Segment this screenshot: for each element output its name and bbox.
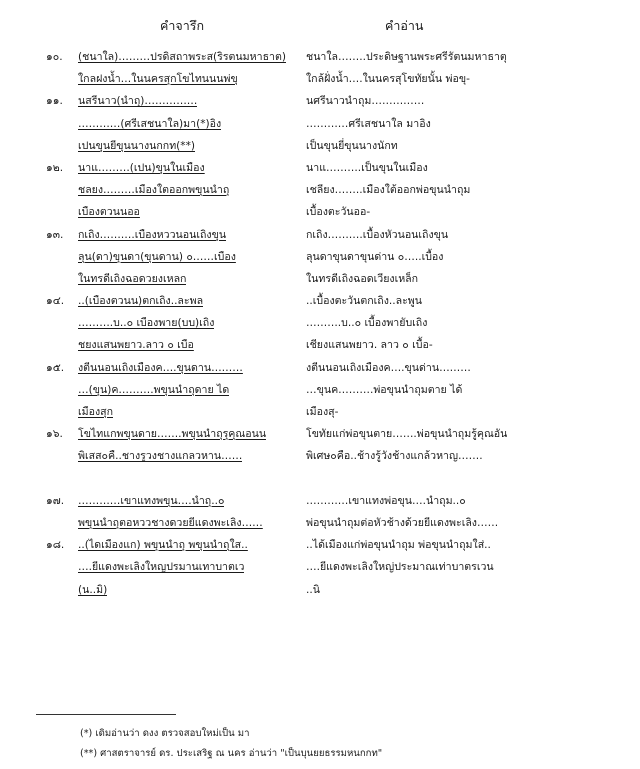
reading-text: …………เขาแทงพ่อขุน….นำถุม..๐	[306, 494, 466, 507]
entry-line	[0, 556, 640, 578]
entry	[0, 224, 640, 291]
reading-text: ในทรดีเถิงฉอดเวียงเหล็ก	[306, 272, 419, 285]
entry-line	[0, 268, 640, 290]
entry-line	[0, 157, 640, 179]
entry-line	[0, 490, 640, 512]
entry-line	[0, 224, 640, 246]
inscription-text: …………เขาแทงพขุน….นำถุ..๐	[78, 494, 225, 507]
inscription-text: งตีนนอนเถิงเมืองค….ขุนดาน………	[78, 361, 243, 374]
entry-line	[0, 290, 640, 312]
line-number: ๑๘.	[46, 539, 65, 552]
inscription-text: นาแ………(เปน)ขุนในเมือง	[78, 161, 205, 174]
entry	[0, 90, 640, 157]
reading-text: งตีนนอนเถิงเมืองค….ขุนด่าน………	[306, 361, 471, 374]
reading-text: ..ได้เมืองแก่พ่อขุนนำถุม พ่อขุนนำถุมใส่..	[306, 539, 491, 552]
reading-text: เชียงแสนพยาว. ลาว ๐ เบื้อ-	[306, 339, 433, 352]
entry-line	[0, 379, 640, 401]
reading-text: ลุนดาขุนดาขุนด่าน ๐…..เบื้อง	[306, 250, 444, 263]
entry-line	[0, 90, 640, 112]
inscription-text: นสรีนาว(นําถุ)……………	[78, 95, 198, 108]
reading-text: ใกล้ฝั่งน้ำ….ในนครสุโขทัยนั้น พ่อขุ-	[306, 73, 470, 86]
entry-line	[0, 312, 640, 334]
entry	[0, 46, 640, 90]
inscription-text: ..(เบืองตวนน)ตกเถิง..ละพล	[78, 295, 204, 308]
inscription-text: ชยงแสนพยาว.ลาว ๐ เบือ	[78, 339, 194, 352]
line-number: ๑๐.	[46, 51, 63, 63]
entry	[0, 357, 640, 424]
entry	[0, 157, 640, 224]
reading-text: นศรีนาวนำถุม……………	[306, 95, 425, 108]
inscription-text: พขุนนำถุตอหววชางดวยยีแดงพะเลิง……	[78, 516, 263, 529]
line-number: ๑๔.	[46, 295, 65, 308]
reading-text: โขทัยแก่พ่อขุนตาย…….พ่อขุนนำถุมรู้คุณอัน	[306, 428, 508, 441]
reading-text: นาแ……….เป็นขุนในเมือง	[306, 161, 428, 174]
reading-text: ….ยีแดงพะเลิงใหญ่ประมาณเท่าบาตรเวน	[306, 561, 494, 574]
entry-line	[0, 357, 640, 379]
line-number: ๑๗.	[46, 494, 65, 507]
reading-text: เบื้องตะวันออ-	[306, 206, 371, 219]
entry-line	[0, 512, 640, 534]
entry-line	[0, 445, 640, 467]
entries-table	[0, 46, 640, 601]
reading-text: กเถิง……….เบื้องหัวนอนเถิงขุน	[306, 228, 449, 241]
reading-text: …………ศรีเสชนาใล มาอิง	[306, 117, 431, 130]
reading-text: พ่อขุนนำถุมต่อหัวช้างด้วยยีแดงพะเลิง……	[306, 516, 499, 529]
footnote-2: (**) ศาสตราจารย์ ดร. ประเสริฐ ณ นคร อ่านว่า "เป็นบุนยยธรรมหนกกท"	[80, 748, 383, 759]
inscription-text: …(ขุน)ค……….พขุนนำถุดาย ได	[78, 383, 230, 396]
inscription-text: …………(ศรีเสชนาใล)มา(*)อิง	[78, 117, 222, 130]
column-header-reading: คำอ่าน	[385, 18, 424, 33]
entry-line	[0, 179, 640, 201]
line-number: ๑๓.	[46, 228, 64, 241]
inscription-text: (ชนาใล)………ปรดิสถาพระส(ริรตนมหาธาต)	[78, 51, 287, 63]
inscription-text: ……….บ..๐ เบืองพาย(บบ)เถิง	[78, 317, 215, 330]
inscription-text: ….ยีแดงพะเลิงใหญปรมานเทาบาตเว	[78, 561, 245, 574]
reading-text: ..นิ	[306, 583, 320, 596]
entry	[0, 534, 640, 601]
inscription-text: เมืองสุก	[78, 406, 114, 418]
inscription-text: เปนขุนยีขุนนางนกกท(**)	[78, 139, 196, 152]
inscription-text: ในทรดีเถิงฉอดวยงเหลก	[78, 272, 187, 285]
entry-line	[0, 334, 640, 356]
entry-line	[0, 246, 640, 268]
line-number: ๑๕.	[46, 361, 65, 374]
entry-line	[0, 201, 640, 223]
line-number: ๑๒.	[46, 161, 64, 174]
entry	[0, 490, 640, 534]
entry-line	[0, 113, 640, 135]
reading-text: เป็นขุนยี่ขุนนางนักท	[306, 139, 398, 152]
footnote-1: (*) เดิมอ่านว่า ดงง ตรวจสอบใหม่เป็น มา	[80, 728, 250, 739]
inscription-text: พิเสส๐คื..ชางรูวงชางแกลวหาน……	[78, 450, 243, 463]
line-number: ๑๖.	[46, 428, 63, 441]
entry-line	[0, 68, 640, 90]
reading-text: เมืองสุ-	[306, 406, 339, 418]
reading-text: ..เบื้องตะวันตกเถิง..ละพูน	[306, 295, 423, 308]
reading-text: ……….บ..๐ เบื้องพายับเถิง	[306, 317, 428, 330]
inscription-text: (น..มิ)	[78, 583, 108, 596]
entry-line	[0, 534, 640, 556]
inscription-text: โขไทแกพขุนดาย…….พขุนนำถุรุคุณอนน	[78, 428, 267, 441]
entry-line	[0, 46, 640, 68]
entry-line	[0, 579, 640, 601]
inscription-text: ..(ไดเมืองแก) พขุนนำถุ พขุนนำถุใส..	[78, 539, 248, 552]
column-header-inscription: คำจารึก	[160, 18, 205, 33]
entry	[0, 290, 640, 357]
inscription-text: ลุน(ดา)ขุนดา(ขุนดาน) ๐……เบือง	[78, 250, 236, 263]
reading-text: ชนาใล……..ประดิษฐานพระศรีรัตนมหาธาตุ	[306, 51, 507, 63]
reading-text: เชลียง……..เมืองใต้ออกพ่อขุนนำถุม	[306, 184, 471, 197]
inscription-text: ชลยง………เมืองใตออกพขุนนำถุ	[78, 184, 230, 197]
reading-text: พิเศษ๐คือ..ช้างรู้วังช้างแกล้วหาญ…….	[306, 450, 483, 463]
inscription-text: กเถิง……….เบืองหววนอนเถิงขุน	[78, 228, 227, 241]
entry-line	[0, 423, 640, 445]
entry	[0, 423, 640, 490]
reading-text: …ขุนค……….พ่อขุนนำถุมตาย ได้	[306, 383, 463, 396]
inscription-text: ใกลฝงน้ำ…ในนครสุกโขไทนนนพ่ขุ	[78, 73, 238, 86]
entry-line	[0, 135, 640, 157]
line-number: ๑๑.	[46, 95, 63, 108]
entry-line	[0, 468, 640, 490]
entry-line	[0, 401, 640, 423]
inscription-text: เบืองตวนนออ	[78, 206, 140, 219]
footnote-rule	[36, 714, 176, 715]
